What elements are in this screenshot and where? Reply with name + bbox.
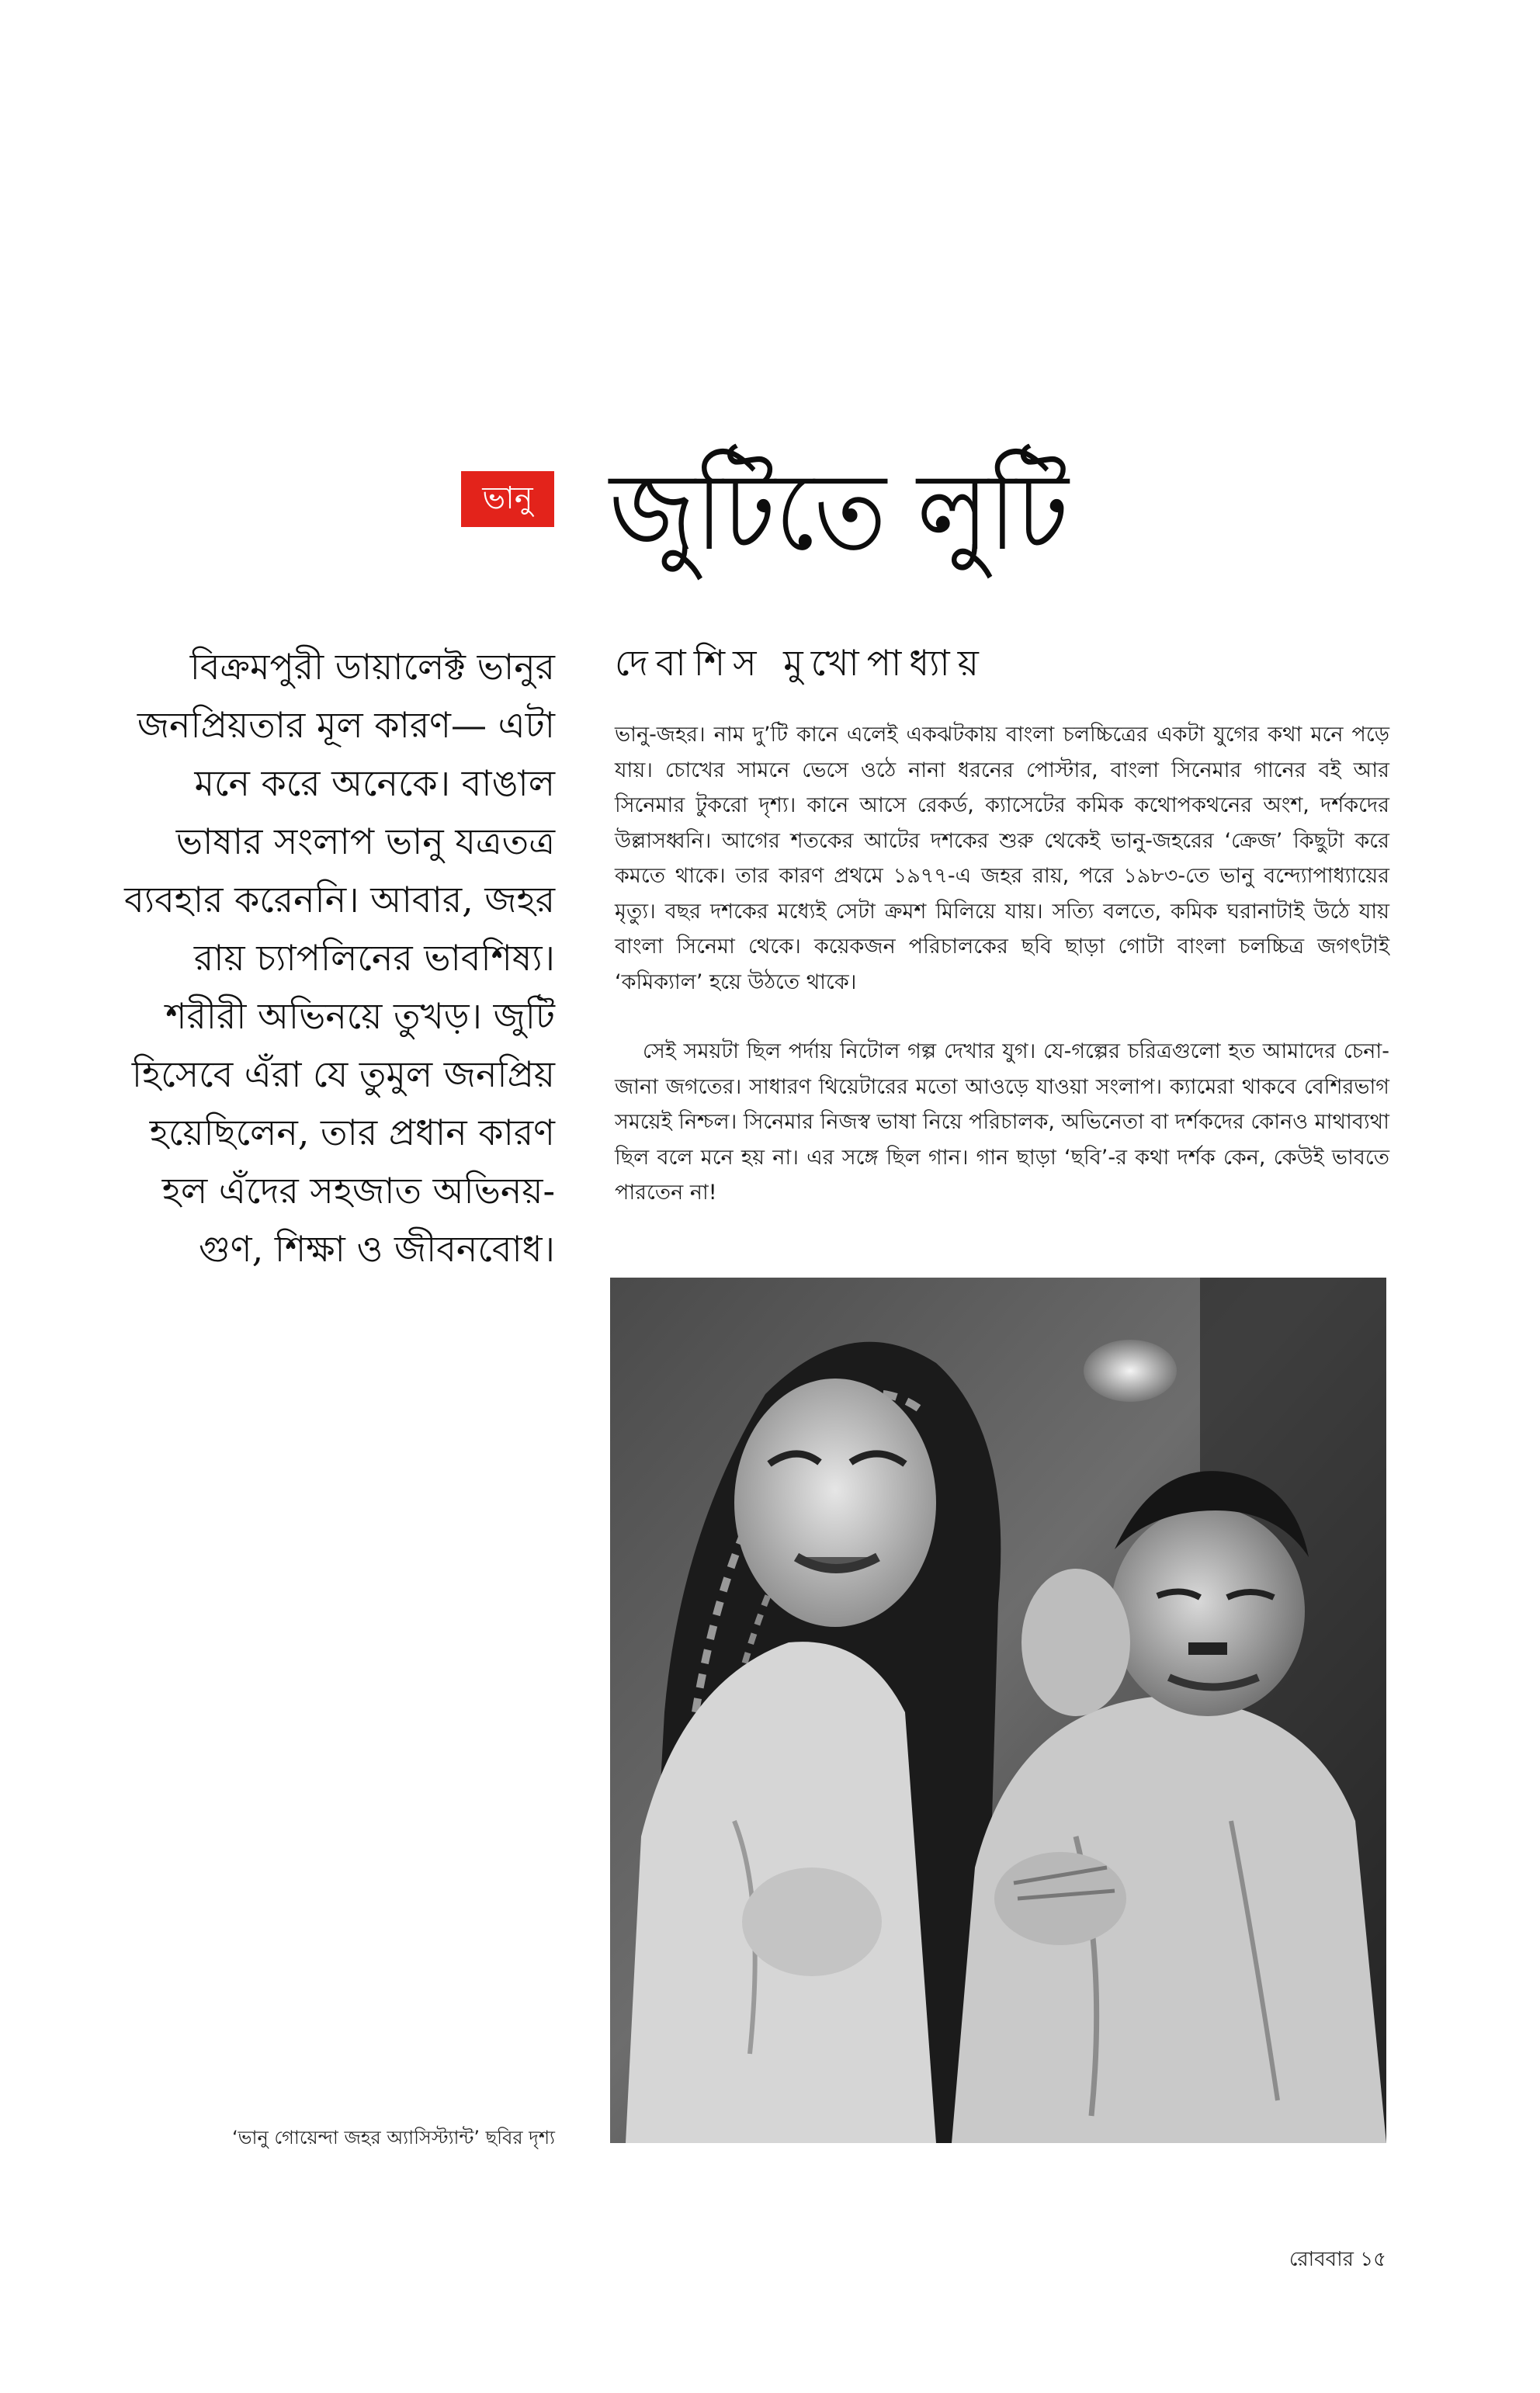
photo-caption: ‘ভানু গোয়েন্দা জহর অ্যাসিস্ট্যান্ট’ ছবির দৃশ্য — [231, 2127, 555, 2148]
headline: জুটিতে লুটি — [609, 449, 1069, 575]
pull-quote: বিক্রমপুরী ডায়ালেক্ট ভানুর জনপ্রিয়তার মূল কারণ— এটা মনে করে অনেকে। বাঙাল ভাষার সংলাপ ভানু যত্রতত্র ব্যবহার করেননি। আবার, জহর রায় চ্যাপলিনের ভাবশিষ্য। শরীরী অভিনয়ে তুখড়। জুটি হিসেবে এঁরা যে তুমুল জনপ্রিয় হয়েছিলেন, তার প্রধান কারণ হল এঁদের সহজাত অভিনয়-গুণ, শিক্ষা ও জীবনবোধ। — [124, 646, 555, 1270]
paragraph: ভানু-জহর। নাম দু’টি কানে এলেই একঝটকায় বাংলা চলচ্চিত্রের একটা যুগের কথা মনে পড়ে যায়। চোখের সামনে ভেসে ওঠে নানা ধরনের পোস্টার, বাংলা সিনেমার গানের বই আর সিনেমার টুকরো দৃশ্য। কানে আসে রেকর্ড, ক্যাসেটের কমিক কথোপকথনের অংশ, দর্শকদের উল্লাসধ্বনি। আগের শতকের আটের দশকের শুরু থেকেই ভানু-জহরের ‘ক্রেজ’ কিছুটা করে কমতে থাকে। তার কারণ প্রথমে ১৯৭৭-এ জহর রায়, পরে ১৯৮৩-তে ভানু বন্দ্যোপাধ্যায়ের মৃত্যু। বছর দশকের মধ্যেই সেটা ক্রমশ মিলিয়ে যায়। সত্যি বলতে, কমিক ঘরানাটাই উঠে যায় বাংলা সিনেমা থেকে। কয়েকজন পরিচালকের ছবি ছাড়া গোটা বাংলা চলচ্চিত্র জগৎটাই ‘কমিক্যাল’ হয়ে উঠতে থাকে। — [615, 723, 1389, 994]
film-still-photo — [610, 1278, 1386, 2143]
article-body — [615, 717, 1389, 1211]
page-footer: রোববার ১৫ — [1289, 2248, 1386, 2271]
section-tag: ভানু — [461, 471, 554, 527]
paragraph: সেই সময়টা ছিল পর্দায় নিটোল গল্প দেখার যুগ। যে-গল্পের চরিত্রগুলো হত আমাদের চেনা-জানা জগতের। সাধারণ থিয়েটারের মতো আওড়ে যাওয়া সংলাপ। ক্যামেরা থাকবে বেশিরভাগ সময়েই নিশ্চল। সিনেমার নিজস্ব ভাষা নিয়ে পরিচালক, অভিনেতা বা দর্শকদের কোনও মাথাব্যথা ছিল বলে মনে হয় না। এর সঙ্গে ছিল গান। গান ছাড়া ‘ছবি’-র কথা দর্শক কেন, কেউই ভাবতে পারতেন না! — [615, 1039, 1389, 1205]
byline: দেবাশিস মুখোপাধ্যায় — [615, 642, 987, 684]
